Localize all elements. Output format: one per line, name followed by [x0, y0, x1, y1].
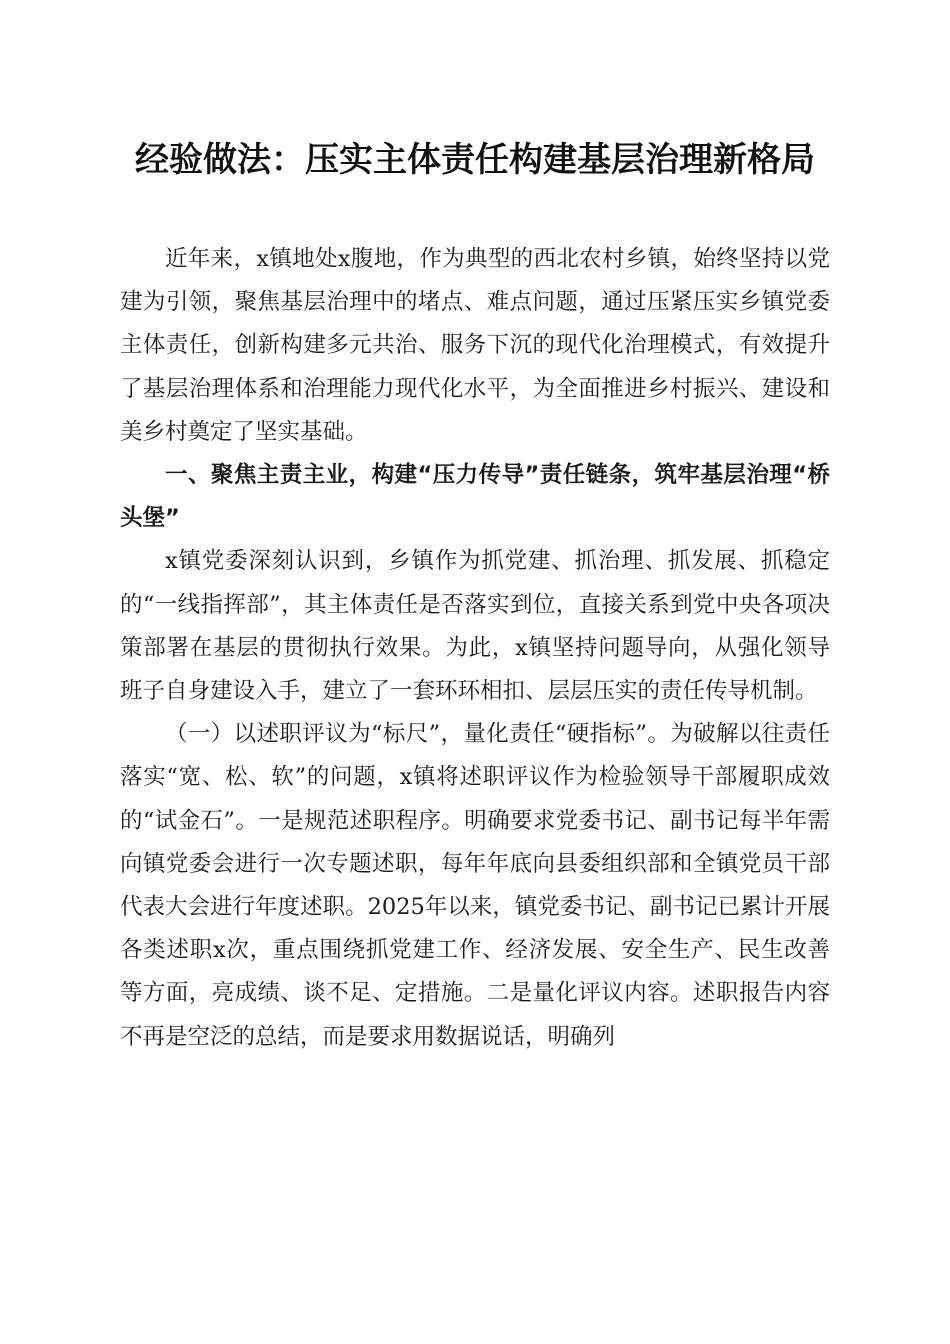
paragraph-section-1: x镇党委深刻认识到，乡镇作为抓党建、抓治理、抓发展、抓稳定的“一线指挥部”，其主体责任是否落实到位，直接关系到党中央各项决策部署在基层的贯彻执行效果。为此，x镇坚持问题导向，从强化领导班子自身建设入手，建立了一套环环相扣、层层压实的责任传导机制。 — [120, 548, 830, 705]
paragraph-intro: 近年来，x镇地处x腹地，作为典型的西北农村乡镇，始终坚持以党建为引领，聚焦基层治理中的堵点、难点问题，通过压紧压实乡镇党委主体责任，创新构建多元共治、服务下沉的现代化治理模式，有效提升了基层治理体系和治理能力现代化水平，为全面推进乡村振兴、建设和美乡村奠定了坚实基础。 — [120, 246, 830, 445]
document-body — [120, 238, 830, 1059]
document-title: 经验做法：压实主体责任构建基层治理新格局 — [135, 140, 815, 180]
paragraph-subsection-1: （一）以述职评议为“标尺”，量化责任“硬指标”。为破解以往责任落实“宽、松、软”的问题，x镇将述职评议作为检验领导干部履职成效的“试金石”。一是规范述职程序。明确要求党委书记、副书记每半年需向镇党委会进行一次专题述职，每年年底向县委组织部和全镇党员干部代表大会进行年度述职。2025年以来，镇党委书记、副书记已累计开展各类述职x次，重点围绕抓党建工作、经济发展、安全生产、民生改善等方面，亮成绩、谈不足、定措施。二是量化评议内容。述职报告内容不再是空泛的总结，而是要求用数据说话，明确列 — [120, 721, 830, 1050]
section-heading-1: 一、聚焦主责主业，构建“压力传导”责任链条，筑牢基层治理“桥头堡” — [120, 462, 830, 532]
